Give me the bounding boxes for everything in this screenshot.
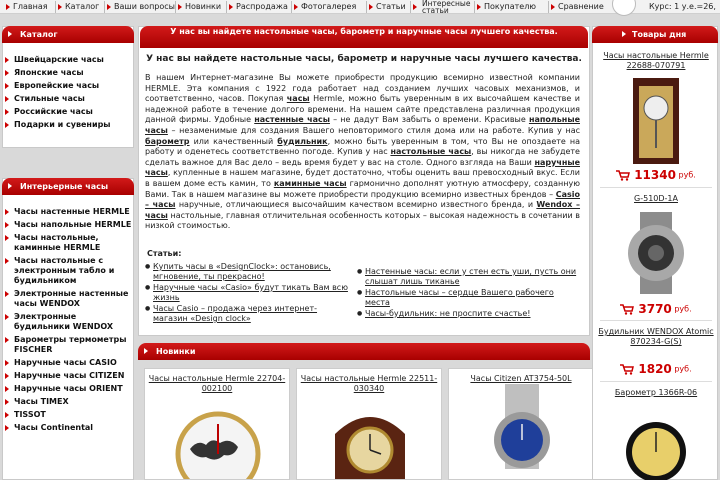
arrow-icon (107, 4, 111, 10)
catalog-item[interactable]: Российские часы (4, 105, 132, 118)
nav-divider (104, 1, 105, 13)
product-card[interactable] (144, 368, 290, 480)
divider (600, 187, 712, 188)
keyword-link[interactable]: напольные часы (145, 115, 580, 135)
barometer-image (623, 410, 689, 480)
nav-interesting[interactable] (413, 0, 471, 15)
product-name[interactable]: Барометр 1366R-06 (614, 388, 698, 397)
nav-divider (175, 1, 176, 13)
cart-icon[interactable] (620, 304, 634, 315)
top-product[interactable] (596, 327, 716, 347)
mantel-clock-image (297, 394, 443, 479)
interior-item[interactable]: Часы напольные HERMLE (4, 220, 132, 230)
arrow-icon (58, 4, 62, 10)
nav-articles[interactable] (369, 0, 406, 14)
keyword-link[interactable]: Casio – часы (145, 189, 580, 210)
article-link[interactable]: ● Наручные часы «Casio» будут тикать Вам всю жизнь (145, 283, 350, 303)
nav-label: Статьи (376, 2, 406, 11)
nav-label: Сравнение (558, 2, 604, 11)
catalog-item[interactable]: Японские часы (4, 66, 132, 79)
keyword-link[interactable]: каминные часы (273, 178, 347, 188)
nav-label: Главная (13, 2, 48, 11)
price: 1820 (638, 362, 672, 376)
currency: руб. (678, 170, 696, 180)
main-banner: У нас вы найдете настольные часы, барометр и наручные часы лучшего качества. (140, 26, 588, 48)
interior-item[interactable]: Часы настенные HERMLE (4, 207, 132, 217)
product-card[interactable] (296, 368, 442, 480)
currency: руб. (674, 304, 692, 314)
interior-item[interactable]: Барометры термометры FISCHER (4, 335, 132, 355)
arrow-icon (413, 4, 417, 10)
cart-icon[interactable] (620, 364, 634, 375)
interior-item[interactable]: Электронные настенные часы WENDOX (4, 289, 132, 309)
product-card[interactable] (448, 368, 594, 480)
articles-right (357, 267, 579, 320)
keyword-link[interactable]: настенные часы (254, 115, 330, 125)
price-row (596, 168, 716, 182)
arrow-icon (229, 4, 233, 10)
nav-catalog[interactable] (58, 0, 99, 14)
keyword-link[interactable]: настольные часы (390, 147, 472, 157)
currency: руб. (674, 364, 692, 374)
currency-rate: Курс: 1 у.е.=26, (649, 2, 716, 11)
interior-title: Интерьерные часы (20, 182, 109, 191)
nav-label: Интересные статьи (422, 0, 471, 15)
nav-label: Распродажа (236, 2, 288, 11)
catalog-item[interactable]: Подарки и сувениры (4, 118, 132, 131)
nav-divider (55, 1, 56, 13)
arrow-icon (551, 4, 555, 10)
catalog-item[interactable]: Европейские часы (4, 79, 132, 92)
nav-divider (410, 1, 411, 13)
arrow-icon (6, 4, 10, 10)
nav-home[interactable] (6, 0, 48, 14)
keyword-link[interactable]: будильник (277, 136, 328, 146)
wristwatch-image (449, 384, 595, 469)
interior-list (4, 207, 132, 436)
nav-label: Новинки (185, 2, 222, 11)
arrow-icon (8, 31, 12, 37)
product-name[interactable]: G-510D-1A (634, 194, 678, 203)
product-name[interactable]: Часы настольные Hermle 22688-070791 (603, 51, 709, 70)
article-link[interactable]: ● Часы Casio – продажа через интернет-магазин «Design clock» (145, 304, 350, 324)
logo-icon (612, 0, 636, 16)
nav-divider (548, 1, 549, 13)
arrow-icon (178, 4, 182, 10)
catalog-list (4, 53, 132, 131)
product-name[interactable]: Будильник WENDOX Atomic 870234-G(S) (598, 327, 714, 346)
nav-news[interactable] (178, 0, 221, 14)
table-clock-image (625, 78, 687, 164)
price: 3770 (638, 302, 672, 316)
arrow-icon (622, 31, 626, 37)
price-row (596, 302, 716, 316)
nav-divider (291, 1, 292, 13)
intro-text: В нашем Интернет-магазине Вы можете приобрести продукцию всемирно известной компании HERMLE. Эта компания с 1922 года работает над созданием лучших часовых механизмов, и соответственно, часов. Покупая часы Hermle, можно быть уверенным в их высочайшем качестве и надежной работе в течение долгого времени. На нашем сайте представлена различная продукция данной фирмы. Удобные настенные часы – не дадут Вам забыть о времени. Красивые напольные часы – незаменимые для создания Вашего неповторимого стиля дома или на работе. Купив у нас барометр или качественный будильник, можно быть уверенным в том, что Вы не опоздаете на работу и оденетесь соответственно погоде. Купив у нас настольные часы, вы никогда не забудете сделать важное для Вас дело – ведь время будет у вас на столе. Одного взгляда на Ваши наручные часы, купленные в нашем магазине, будет достаточно, чтобы оценить ваш превосходный вкус. Если в вашем доме есть камин, то каминные часы гармонично дополнят уютную атмосферу, созданную Вами. Так в нашем магазине вы можете приобрести продукцию всемирно известных брендов – Casio – часы наручные, отличающиеся высочайшим качеством всемирно известного бренда, и Wendox – часы настольные, главная отличительная особенность которых – высокая надежность в сочетании в низкой стоимостью. (145, 73, 581, 231)
interior-item[interactable]: Часы TIMEX (4, 397, 132, 407)
interior-item[interactable]: Часы настольные, каминные HERMLE (4, 233, 132, 253)
product-name[interactable]: Часы Citizen AT3754-50L (470, 374, 572, 383)
news-header (138, 343, 590, 360)
interior-item[interactable]: TISSOT (4, 410, 132, 420)
casio-watch-image (620, 212, 692, 294)
keyword-link[interactable]: наручные часы (145, 157, 580, 178)
top-product[interactable] (596, 388, 716, 398)
catalog-title: Каталог (20, 30, 58, 39)
product-name[interactable]: Часы настольные Hermle 22704-002100 (148, 374, 286, 393)
top-nav (0, 0, 720, 14)
nav-label: Фотогалерея (301, 2, 357, 11)
interior-item[interactable]: Часы настольные с электронным табло и будильником (4, 256, 132, 286)
keyword-link[interactable]: часы (286, 94, 310, 104)
catalog-item[interactable]: Стильные часы (4, 92, 132, 105)
top-header (592, 26, 718, 43)
nav-divider (366, 1, 367, 13)
nav-label: Покупателю (484, 2, 537, 11)
nav-compare[interactable] (551, 0, 604, 14)
catalog-header (2, 26, 134, 43)
interior-item[interactable]: Часы Continental (4, 423, 132, 433)
nav-questions[interactable] (107, 0, 175, 14)
nav-sale[interactable] (229, 0, 288, 14)
product-name[interactable]: Часы настольные Hermle 22511-030340 (300, 374, 438, 393)
keyword-link[interactable]: барометр (145, 136, 190, 146)
interior-header (2, 178, 134, 195)
top-title: Товары дня (632, 30, 687, 39)
articles-left (145, 262, 350, 325)
catalog-item[interactable]: Швейцарские часы (4, 53, 132, 66)
article-link[interactable]: ● Настольные часы – сердце Вашего рабочего места (357, 288, 579, 308)
interior-item[interactable]: Наручные часы CASIO (4, 358, 132, 368)
arrow-icon (369, 4, 373, 10)
keyword-link[interactable]: Wendox – часы (145, 200, 581, 220)
price: 11340 (634, 168, 676, 182)
interior-item[interactable]: Наручные часы ORIENT (4, 384, 132, 394)
price-row (596, 362, 716, 376)
arrow-icon (144, 348, 148, 354)
nav-divider (474, 1, 475, 13)
nav-gallery[interactable] (294, 0, 356, 14)
article-link[interactable]: ● Купить часы в «DesignClock»: остановись, мгновение, ты прекрасно! (145, 262, 350, 282)
arrow-icon (8, 183, 12, 189)
nav-label: Каталог (65, 2, 100, 11)
top-product[interactable] (596, 51, 716, 71)
nav-buyer[interactable] (477, 0, 536, 14)
page-title: У нас вы найдете настольные часы, барометр и наручные часы лучшего качества. (146, 54, 582, 64)
top-product[interactable] (596, 194, 716, 204)
news-title: Новинки (156, 347, 196, 356)
arrow-icon (294, 4, 298, 10)
nav-label: Ваши вопросы (114, 2, 175, 11)
interior-item[interactable]: Электронные будильники WENDOX (4, 312, 132, 332)
article-link[interactable]: ● Часы-будильник: не проспите счастье! (357, 309, 579, 319)
divider (600, 320, 712, 321)
cart-icon[interactable] (616, 170, 630, 181)
divider (600, 381, 712, 382)
arrow-icon (477, 4, 481, 10)
world-clock-image (145, 394, 291, 479)
article-link[interactable]: ● Настенные часы: если у стен есть уши, пусть они слышат лишь тиканье (357, 267, 579, 287)
articles-title: Статьи: (147, 249, 182, 258)
nav-divider (226, 1, 227, 13)
interior-item[interactable]: Наручные часы CITIZEN (4, 371, 132, 381)
